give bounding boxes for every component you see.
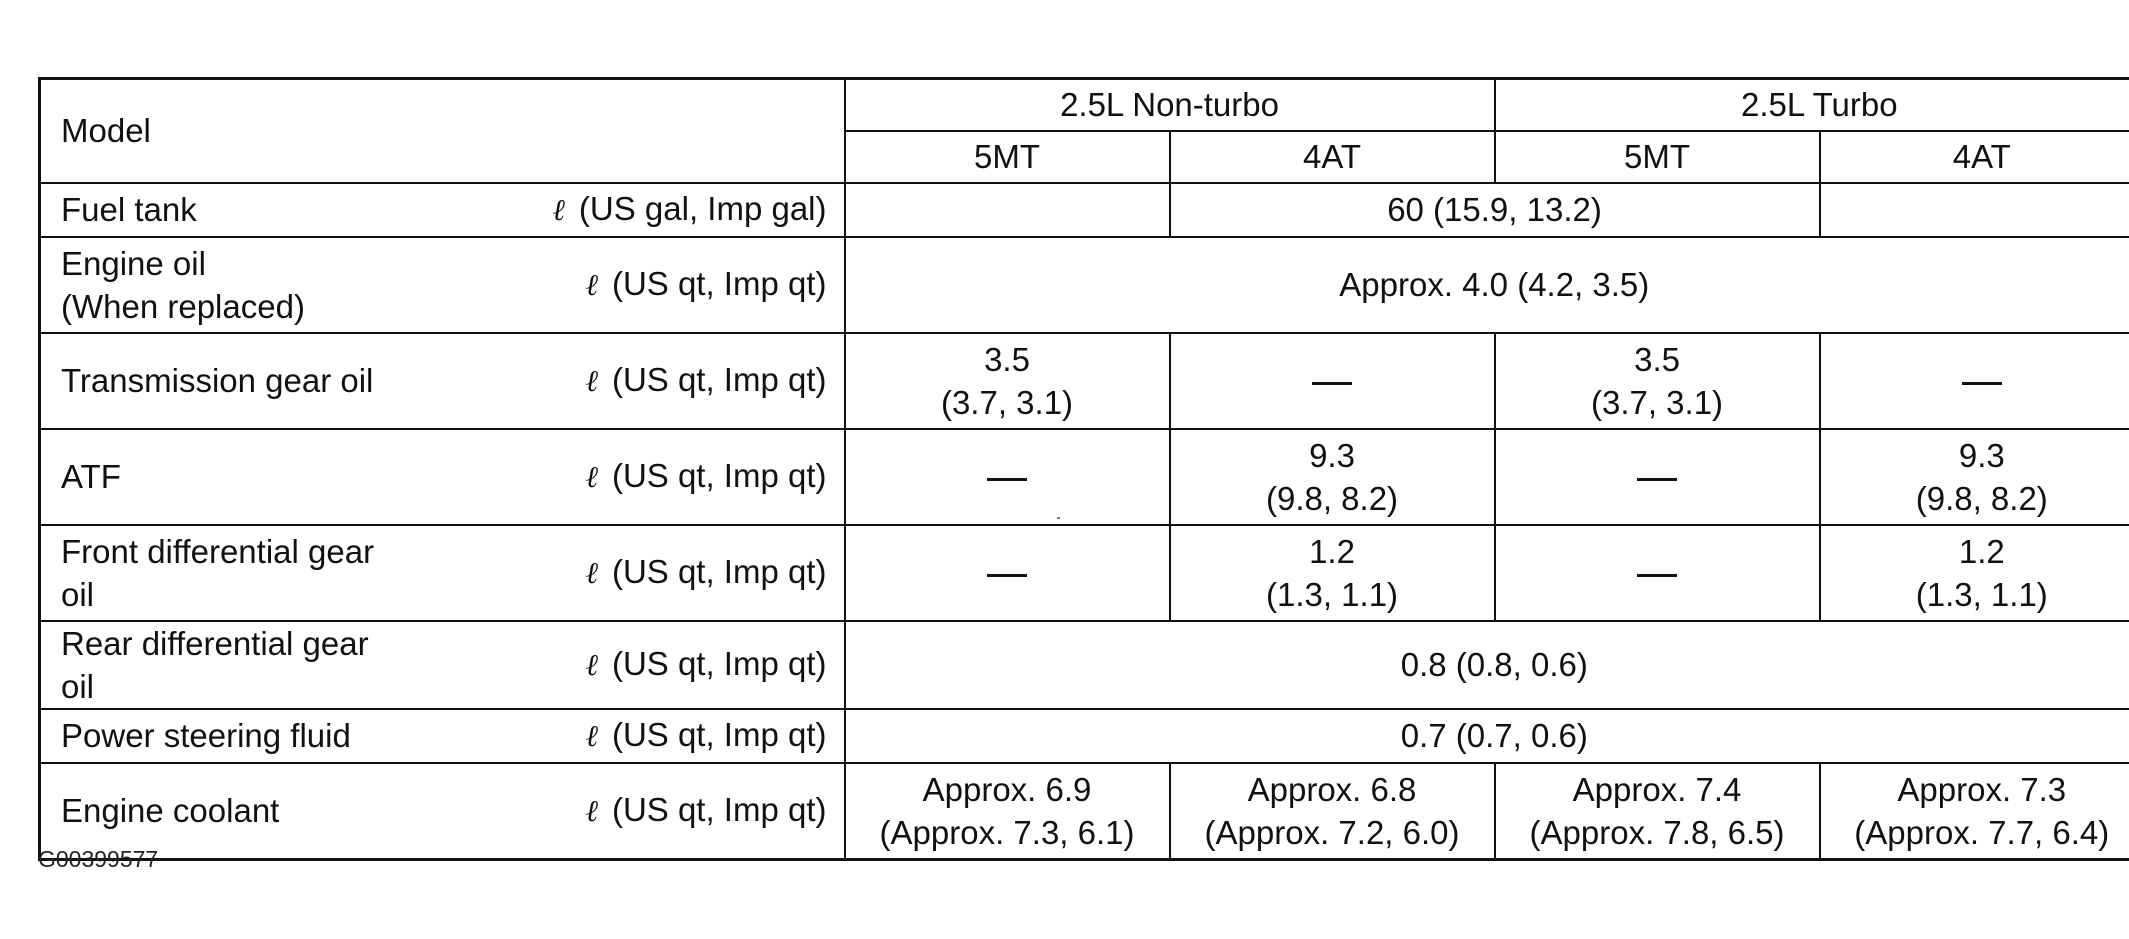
liter-symbol: ℓ: [585, 794, 598, 830]
header-nt-5mt: 5MT: [845, 131, 1170, 183]
not-applicable-dash: [987, 478, 1027, 481]
unit-text: (US gal, Imp gal): [578, 190, 827, 227]
row-label-line2: (When replaced): [61, 287, 305, 325]
cell-t-5mt: [1495, 333, 1820, 429]
cell-line2: (Approx. 7.8, 6.5): [1529, 813, 1785, 851]
cell-line1: Approx. 6.8: [1247, 770, 1417, 808]
cell-line2: (Approx. 7.7, 6.4): [1854, 813, 2110, 851]
cell-line2: (Approx. 7.2, 6.0): [1204, 813, 1460, 851]
cell-nt-4at: [1170, 763, 1495, 860]
cell-line1: 1.2: [1958, 532, 2005, 570]
row-label: Rear differential gear oil: [40, 621, 380, 709]
header-nt-4at: 4AT: [1170, 131, 1495, 183]
unit-text: (US qt, Imp qt): [611, 791, 827, 829]
cell-line1: Approx. 7.4: [1572, 770, 1742, 808]
header-non-turbo: 2.5L Non-turbo: [845, 79, 1495, 131]
cell-line2: (9.8, 8.2): [1265, 479, 1399, 517]
row-unit: [380, 237, 845, 333]
liter-symbol: ℓ: [585, 556, 598, 591]
liter-symbol: ℓ: [585, 648, 598, 683]
liter-symbol: ℓ: [585, 268, 598, 303]
not-applicable-dash: [1637, 478, 1677, 481]
cell-line2: (3.7, 3.1): [940, 383, 1074, 421]
cell-empty: [845, 183, 1170, 237]
header-turbo: 2.5L Turbo: [1495, 79, 2129, 131]
cell-nt-5mt: [845, 763, 1170, 860]
cell-line2: (Approx. 7.3, 6.1): [879, 813, 1135, 851]
row-unit: [380, 709, 845, 763]
row-label: Fuel tank: [40, 183, 380, 237]
cell-line2: (1.3, 1.1): [1265, 575, 1399, 613]
cell-line1: Approx. 7.3: [1897, 770, 2067, 808]
unit-text: (US qt, Imp qt): [611, 716, 827, 753]
header-t-5mt: 5MT: [1495, 131, 1820, 183]
cell-line2: (3.7, 3.1): [1590, 383, 1724, 421]
unit-text: (US qt, Imp qt): [611, 457, 827, 494]
cell-nt-5mt: [845, 429, 1170, 525]
scan-speck: [1057, 517, 1060, 519]
cell-nt-4at: [1170, 429, 1495, 525]
table-row-atf: [40, 429, 2129, 525]
cell-t-4at: [1820, 333, 2129, 429]
liter-symbol: ℓ: [585, 719, 598, 754]
cell-nt-4at: [1170, 525, 1495, 621]
row-label: Engine coolant: [40, 763, 380, 860]
cell-value: 60 (15.9, 13.2): [1170, 183, 1820, 237]
row-label-line1: Engine oil: [61, 244, 206, 282]
capacity-table: [38, 77, 2129, 861]
cell-line1: 3.5: [984, 340, 1030, 378]
cell-value: 0.7 (0.7, 0.6): [845, 709, 2129, 763]
not-applicable-dash: [1312, 382, 1352, 385]
cell-line1: 3.5: [1634, 340, 1680, 378]
cell-nt-4at: [1170, 333, 1495, 429]
cell-t-4at: [1820, 525, 2129, 621]
cell-t-5mt: [1495, 525, 1820, 621]
cell-line1: 1.2: [1309, 532, 1355, 570]
table-row-engine-oil: [40, 237, 2129, 333]
table-row-rear-differential: [40, 621, 2129, 709]
cell-t-4at: [1820, 429, 2129, 525]
not-applicable-dash: [987, 574, 1027, 577]
liter-symbol: ℓ: [552, 193, 565, 228]
not-applicable-dash: [1637, 574, 1677, 577]
row-unit: [380, 525, 845, 621]
not-applicable-dash: [1962, 382, 2002, 385]
row-unit: [380, 429, 845, 525]
cell-nt-5mt: [845, 333, 1170, 429]
cell-t-5mt: [1495, 763, 1820, 860]
cell-line1: 9.3: [1309, 436, 1355, 474]
header-model: Model: [40, 79, 845, 183]
figure-code: G00399577: [38, 846, 159, 872]
row-label: [40, 237, 380, 333]
cell-t-4at: [1820, 763, 2129, 860]
row-label: Transmission gear oil: [40, 333, 380, 429]
row-unit: [380, 333, 845, 429]
liter-symbol: ℓ: [585, 460, 598, 495]
cell-line1: 9.3: [1958, 436, 2005, 474]
cell-nt-5mt: [845, 525, 1170, 621]
cell-value: Approx. 4.0 (4.2, 3.5): [845, 237, 2129, 333]
header-t-4at: 4AT: [1820, 131, 2129, 183]
row-unit: [380, 621, 845, 709]
unit-text: (US qt, Imp qt): [611, 645, 827, 682]
row-unit: [380, 763, 845, 860]
cell-value: 0.8 (0.8, 0.6): [845, 621, 2129, 709]
table-row-transmission-gear-oil: [40, 333, 2129, 429]
cell-line1: Approx. 6.9: [922, 770, 1092, 808]
row-label: Front differential gear oil: [40, 525, 380, 621]
row-unit: [380, 183, 845, 237]
table-row-engine-coolant: [40, 763, 2129, 860]
unit-text: (US qt, Imp qt): [611, 361, 827, 398]
row-label: ATF: [40, 429, 380, 525]
liter-symbol: ℓ: [585, 364, 598, 399]
unit-text: (US qt, Imp qt): [611, 265, 827, 302]
table-row-power-steering: [40, 709, 2129, 763]
cell-line2: (1.3, 1.1): [1915, 575, 2048, 613]
cell-line2: (9.8, 8.2): [1915, 479, 2048, 517]
cell-t-5mt: [1495, 429, 1820, 525]
table-row-fuel-tank: [40, 183, 2129, 237]
cell-empty: [1820, 183, 2129, 237]
table-row-front-differential: [40, 525, 2129, 621]
unit-text: (US qt, Imp qt): [611, 553, 827, 590]
row-label: Power steering fluid: [40, 709, 380, 763]
header-row-groups: [40, 79, 2129, 131]
